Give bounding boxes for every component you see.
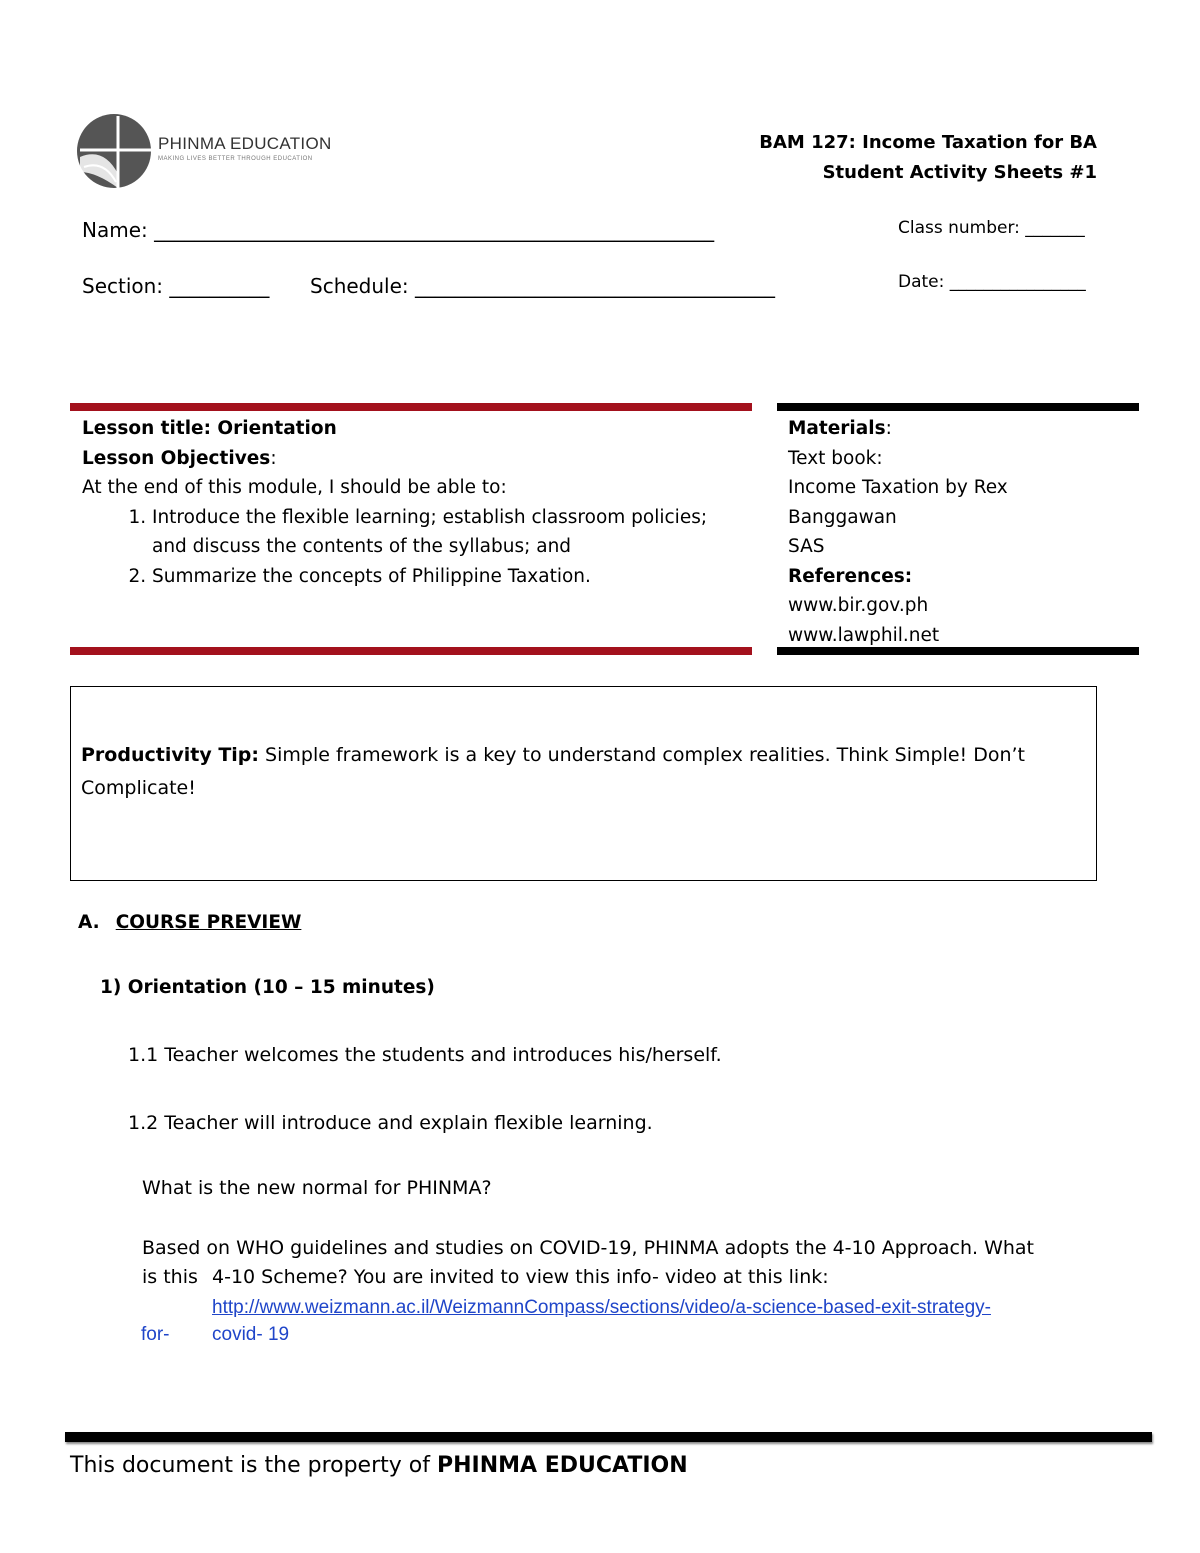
class-number-field: Class number: _______ [898,218,1085,238]
materials-top-rule [777,403,1139,411]
footer-owner: PHINMA EDUCATION [436,1453,688,1478]
orientation-heading: 1) Orientation (10 – 15 minutes) [100,977,435,998]
date-field: Date: ________________ [898,272,1086,292]
reference-link[interactable]: www.lawphil.net [788,624,940,646]
materials-label: Materials [788,418,886,439]
textbook-line2: Banggawan [788,506,897,528]
section-field: Section: __________ [82,274,270,298]
sas-item: SAS [788,536,825,557]
textbook-label: Text book: [788,447,883,469]
textbook-line1: Income Taxation by Rex [788,477,1008,498]
lesson-bottom-rule [70,647,752,655]
video-link-prefix[interactable]: for- [141,1324,170,1345]
section-title: COURSE PREVIEW [115,912,302,933]
schedule-field: Schedule: ____________________________________ [310,274,775,298]
tip-label: Productivity Tip: [81,744,259,766]
sheet-subtitle: Student Activity Sheets #1 [822,162,1097,183]
footer-prefix: This document is the property of [70,1453,437,1478]
objectives-intro: At the end of this module, I should be able to: [82,477,507,498]
course-title: BAM 127: Income Taxation for BA [759,132,1097,153]
video-link[interactable]: http://www.weizmann.ac.il/WeizmannCompass/sections/video/a-science-based-exit-strategy- [212,1297,991,1318]
logo-name: PHINMA EDUCATION [158,134,332,153]
section-a-heading [78,912,301,933]
objective-item: 1. Introduce the flexible learning; establish classroom policies; and discuss the contents of the syllabus; and [152,503,712,562]
new-normal-question: What is the new normal for PHINMA? [142,1177,492,1199]
section-letter: A. [78,912,100,933]
approach-paragraph-line1: Based on WHO guidelines and studies on COVID-19, PHINMA adopts the 4-10 Approach. What [142,1237,1034,1259]
name-field: Name: ________________________________________________________ [82,218,715,242]
orientation-item: 1.1 Teacher welcomes the students and introduces his/herself. [128,1044,722,1066]
approach-paragraph-line2a: is this [142,1266,198,1288]
reference-link[interactable]: www.bir.gov.ph [788,595,929,616]
productivity-tip-box [70,686,1097,881]
objective-item: 2. Summarize the concepts of Philippine Taxation. [152,562,712,592]
logo-tagline: MAKING LIVES BETTER THROUGH EDUCATION [158,156,313,162]
footer-text [70,1453,688,1478]
footer-rule [65,1432,1152,1442]
lesson-top-rule [70,403,752,411]
objectives-label: Lesson Objectives [82,447,271,469]
tip-text: Simple framework is a key to understand complex realities. Think Simple! Don’t Complicate! [81,744,1025,799]
video-link-end[interactable]: covid- 19 [212,1324,290,1345]
materials-panel: Materials: Text book: Income Taxation by Rex Banggawan SAS References: www.bir.gov.ph www.lawphil.net [788,414,1008,650]
phinma-logo-icon [74,112,154,190]
objectives-list [82,503,712,592]
productivity-tip [81,739,1071,805]
lesson-panel: Lesson title: Orientation Lesson Objectives: At the end of this module, I should be able to: 1. Introduce the flexible learning; establish classroom policies; and discuss the contents of the syllabus; and 2. Summarize the concepts of Philippine Taxation. [82,414,712,591]
orientation-item: 1.2 Teacher will introduce and explain flexible learning. [128,1112,653,1134]
lesson-title: Lesson title: Orientation [82,418,337,439]
references-label: References: [788,565,913,587]
approach-paragraph-line2b: 4-10 Scheme? You are invited to view this info- video at this link: [212,1266,829,1288]
